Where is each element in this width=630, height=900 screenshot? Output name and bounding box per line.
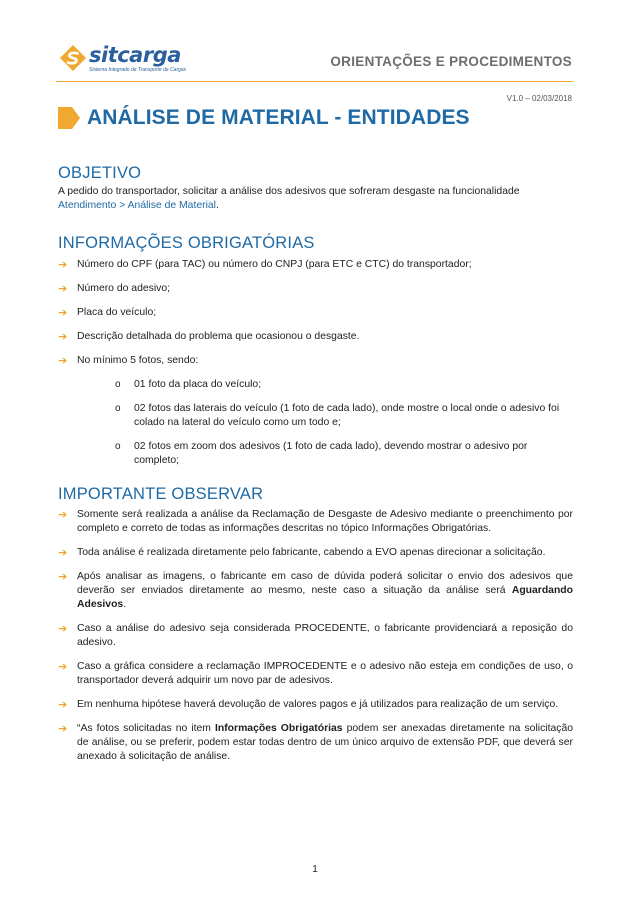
list-item-text: Após analisar as imagens, o fabricante em caso de dúvida poderá solicitar o envio dos adesivos que deverão ser enviados diretamente ao mesmo, neste caso a situação da análise será: [77, 571, 573, 596]
list-item: [58, 622, 573, 650]
arrow-right-icon: ➔: [58, 330, 68, 343]
objetivo-text: [58, 185, 573, 213]
section-objetivo: [58, 164, 573, 213]
section-importante: [58, 485, 573, 764]
objetivo-end: .: [215, 200, 219, 211]
list-item-text: Caso a gráfica considere a reclamação IMPROCEDENTE e o adesivo não esteja em condições de uso, o transportador deverá adquirir um novo par de adesivos.: [77, 661, 573, 686]
informacoes-obrigatorias-ref: Informações Obrigatórias: [214, 723, 343, 734]
document-title: [58, 106, 470, 130]
list-item-text: Toda análise é realizada diretamente pelo fabricante, cabendo a EVO apenas direcionar a solicitação.: [77, 547, 546, 558]
list-item-text: “As fotos solicitadas no item: [77, 723, 215, 734]
list-item-text: No mínimo 5 fotos, sendo:: [77, 355, 199, 366]
list-item: [58, 306, 573, 320]
objetivo-body: A pedido do transportador, solicitar a análise dos adesivos que sofreram desgaste na funcionalidade: [58, 186, 520, 197]
section-heading-informacoes: INFORMAÇÕES OBRIGATÓRIAS: [58, 234, 315, 252]
arrow-right-icon: ➔: [58, 570, 68, 583]
list-item-text: Número do CPF (para TAC) ou número do CNPJ (para ETC e CTC) do transportador;: [77, 259, 472, 270]
sub-list-item: [115, 378, 573, 392]
list-item-text: Caso a análise do adesivo seja considerada PROCEDENTE, o fabricante providenciará a reposição do adesivo.: [77, 623, 573, 648]
list-item-text-end: .: [123, 599, 127, 610]
sub-list-item: [115, 402, 573, 430]
arrow-right-icon: ➔: [58, 258, 68, 271]
arrow-right-icon: ➔: [58, 660, 68, 673]
sub-list-item-text: 02 fotos em zoom dos adesivos (1 foto de cada lado), devendo mostrar o adesivo por completo;: [134, 441, 528, 466]
section-heading-objetivo: OBJETIVO: [58, 164, 142, 182]
list-item-text: Descrição detalhada do problema que ocasionou o desgaste.: [77, 331, 360, 342]
arrow-right-icon: ➔: [58, 508, 68, 521]
list-item: [58, 508, 573, 536]
page-number: 1: [312, 864, 318, 875]
circle-bullet-icon: o: [115, 441, 121, 452]
arrow-right-icon: ➔: [58, 698, 68, 711]
arrow-right-icon: ➔: [58, 282, 68, 295]
sub-list-item: [115, 440, 573, 468]
status-aguardando-adesivos: Aguardando Adesivos: [77, 585, 573, 610]
arrow-right-icon: ➔: [58, 546, 68, 559]
sitcarga-logo-icon: [60, 45, 86, 71]
arrow-right-icon: ➔: [58, 622, 68, 635]
list-item-text-end: podem ser anexadas diretamente na solicitação de análise, ou se preferir, podem estar todas dentro de um único arquivo de extensão PDF, que deverá ser anexado à solicitação de análise.: [77, 723, 573, 762]
list-item: [58, 570, 573, 612]
list-item: [58, 354, 573, 368]
page-title: ANÁLISE DE MATERIAL - ENTIDADES: [87, 106, 470, 129]
list-item: [58, 258, 573, 272]
circle-bullet-icon: o: [115, 403, 121, 414]
importante-list: [58, 508, 573, 764]
list-item: [58, 546, 573, 560]
sub-list-item-text: 01 foto da placa do veículo;: [134, 379, 262, 390]
objetivo-path-link: Atendimento > Análise de Material: [58, 200, 216, 211]
list-item: [58, 722, 573, 764]
header-title: ORIENTAÇÕES E PROCEDIMENTOS: [330, 54, 572, 69]
list-item: [58, 660, 573, 688]
sitcarga-logo: [60, 44, 186, 73]
list-item-text: Em nenhuma hipótese haverá devolução de valores pagos e já utilizados para realização de um serviço.: [77, 699, 559, 710]
list-item: [58, 282, 573, 296]
document-body: [58, 164, 573, 764]
list-item: [58, 698, 573, 712]
arrow-right-icon: ➔: [58, 722, 68, 735]
logo-tagline: Sistema Integrado de Transporte de Cargas: [89, 67, 187, 73]
section-informacoes: [58, 234, 573, 468]
page-header: [0, 0, 630, 103]
list-item: [58, 330, 573, 344]
version-label: V1.0 – 02/03/2018: [506, 94, 572, 103]
list-item-text: Somente será realizada a análise da Reclamação de Desgaste de Adesivo mediante o preenchimento por completo e correto de todas as informações descritas no tópico Informações Obrigatórias.: [77, 509, 573, 534]
arrow-right-icon: ➔: [58, 354, 68, 367]
section-heading-importante: IMPORTANTE OBSERVAR: [58, 485, 264, 503]
list-item-text: Placa do veículo;: [77, 307, 157, 318]
sub-list-item-text: 02 fotos das laterais do veículo (1 foto de cada lado), onde mostre o local onde o adesivo foi colado na lateral do veículo como um todo e;: [134, 403, 560, 428]
logo-name: sitcarga: [89, 43, 181, 67]
list-item-text: Número do adesivo;: [77, 283, 170, 294]
arrow-right-icon: ➔: [58, 306, 68, 319]
informacoes-list: [58, 258, 573, 368]
fotos-sublist: [115, 378, 573, 468]
title-marker-icon: [58, 107, 80, 129]
header-divider: [56, 81, 573, 82]
circle-bullet-icon: o: [115, 379, 121, 390]
